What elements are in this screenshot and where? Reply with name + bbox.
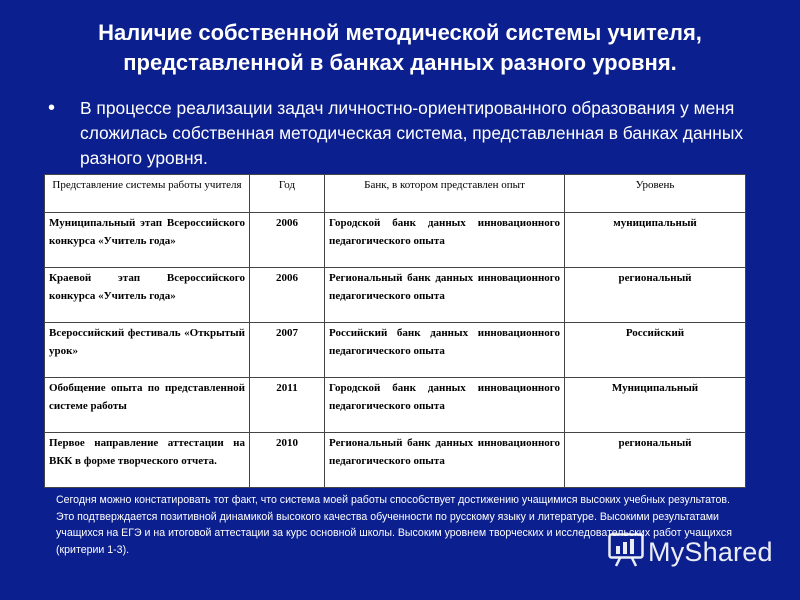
cell-event: Всероссийский фестиваль «Открытый урок» xyxy=(45,323,250,378)
cell-bank: Региональный банк данных инновационного педагогического опыта xyxy=(325,433,565,488)
header-presentation: Представление системы работы учителя xyxy=(45,175,250,213)
cell-event: Первое направление аттестации на ВКК в форме творческого отчета. xyxy=(45,433,250,488)
cell-bank: Городской банк данных инновационного педагогического опыта xyxy=(325,378,565,433)
cell-bank: Российский банк данных инновационного педагогического опыта xyxy=(325,323,565,378)
cell-year: 2007 xyxy=(250,323,325,378)
cell-event: Краевой этап Всероссийского конкурса «Учитель года» xyxy=(45,268,250,323)
cell-level: Муниципальный xyxy=(565,378,746,433)
cell-year: 2010 xyxy=(250,433,325,488)
cell-event: Муниципальный этап Всероссийского конкурса «Учитель года» xyxy=(45,213,250,268)
cell-level: муниципальный xyxy=(565,213,746,268)
table-row xyxy=(45,433,746,488)
cell-bank: Городской банк данных инновационного педагогического опыта xyxy=(325,213,565,268)
cell-level: региональный xyxy=(565,433,746,488)
table-row xyxy=(45,323,746,378)
experience-table xyxy=(44,174,746,488)
table-row xyxy=(45,268,746,323)
presentation-board-icon xyxy=(608,533,644,572)
header-year: Год xyxy=(250,175,325,213)
slide-title xyxy=(30,18,770,78)
bullet-item xyxy=(48,96,768,171)
cell-year: 2006 xyxy=(250,268,325,323)
cell-year: 2011 xyxy=(250,378,325,433)
conclusion-text: Сегодня можно констатировать тот факт, что система моей работы способствует достижению учащимися высоких учебных результатов. Это подтверждается позитивной динамикой высокого качества обученности по русскому языку и литературе. Высокими результатами учащихся на ЕГЭ и на итоговой аттестации за курс основной школы. Высоким уровнем творческих и исследовательских работ учащихся (критерии 1-3). xyxy=(56,494,732,556)
cell-year: 2006 xyxy=(250,213,325,268)
table-header-row xyxy=(45,175,746,213)
bullet-dot: • xyxy=(48,97,56,119)
slide-title-line-2: представленной в банках данных разного уровня. xyxy=(123,50,677,75)
slide-title-line-1: Наличие собственной методической системы учителя, xyxy=(98,20,702,45)
cell-level: региональный xyxy=(565,268,746,323)
cell-event: Обобщение опыта по представленной системе работы xyxy=(45,378,250,433)
myshared-logo-text: MyShared xyxy=(648,537,773,567)
cell-bank: Региональный банк данных инновационного педагогического опыта xyxy=(325,268,565,323)
table-row xyxy=(45,213,746,268)
cell-level: Российский xyxy=(565,323,746,378)
myshared-watermark[interactable] xyxy=(608,533,773,572)
header-bank: Банк, в котором представлен опыт xyxy=(325,175,565,213)
header-level: Уровень xyxy=(565,175,746,213)
table-row xyxy=(45,378,746,433)
bullet-text: В процессе реализации задач личностно-ориентированного образования у меня сложилась собственная методическая система, представленная в банках данных разного уровня. xyxy=(80,98,744,168)
